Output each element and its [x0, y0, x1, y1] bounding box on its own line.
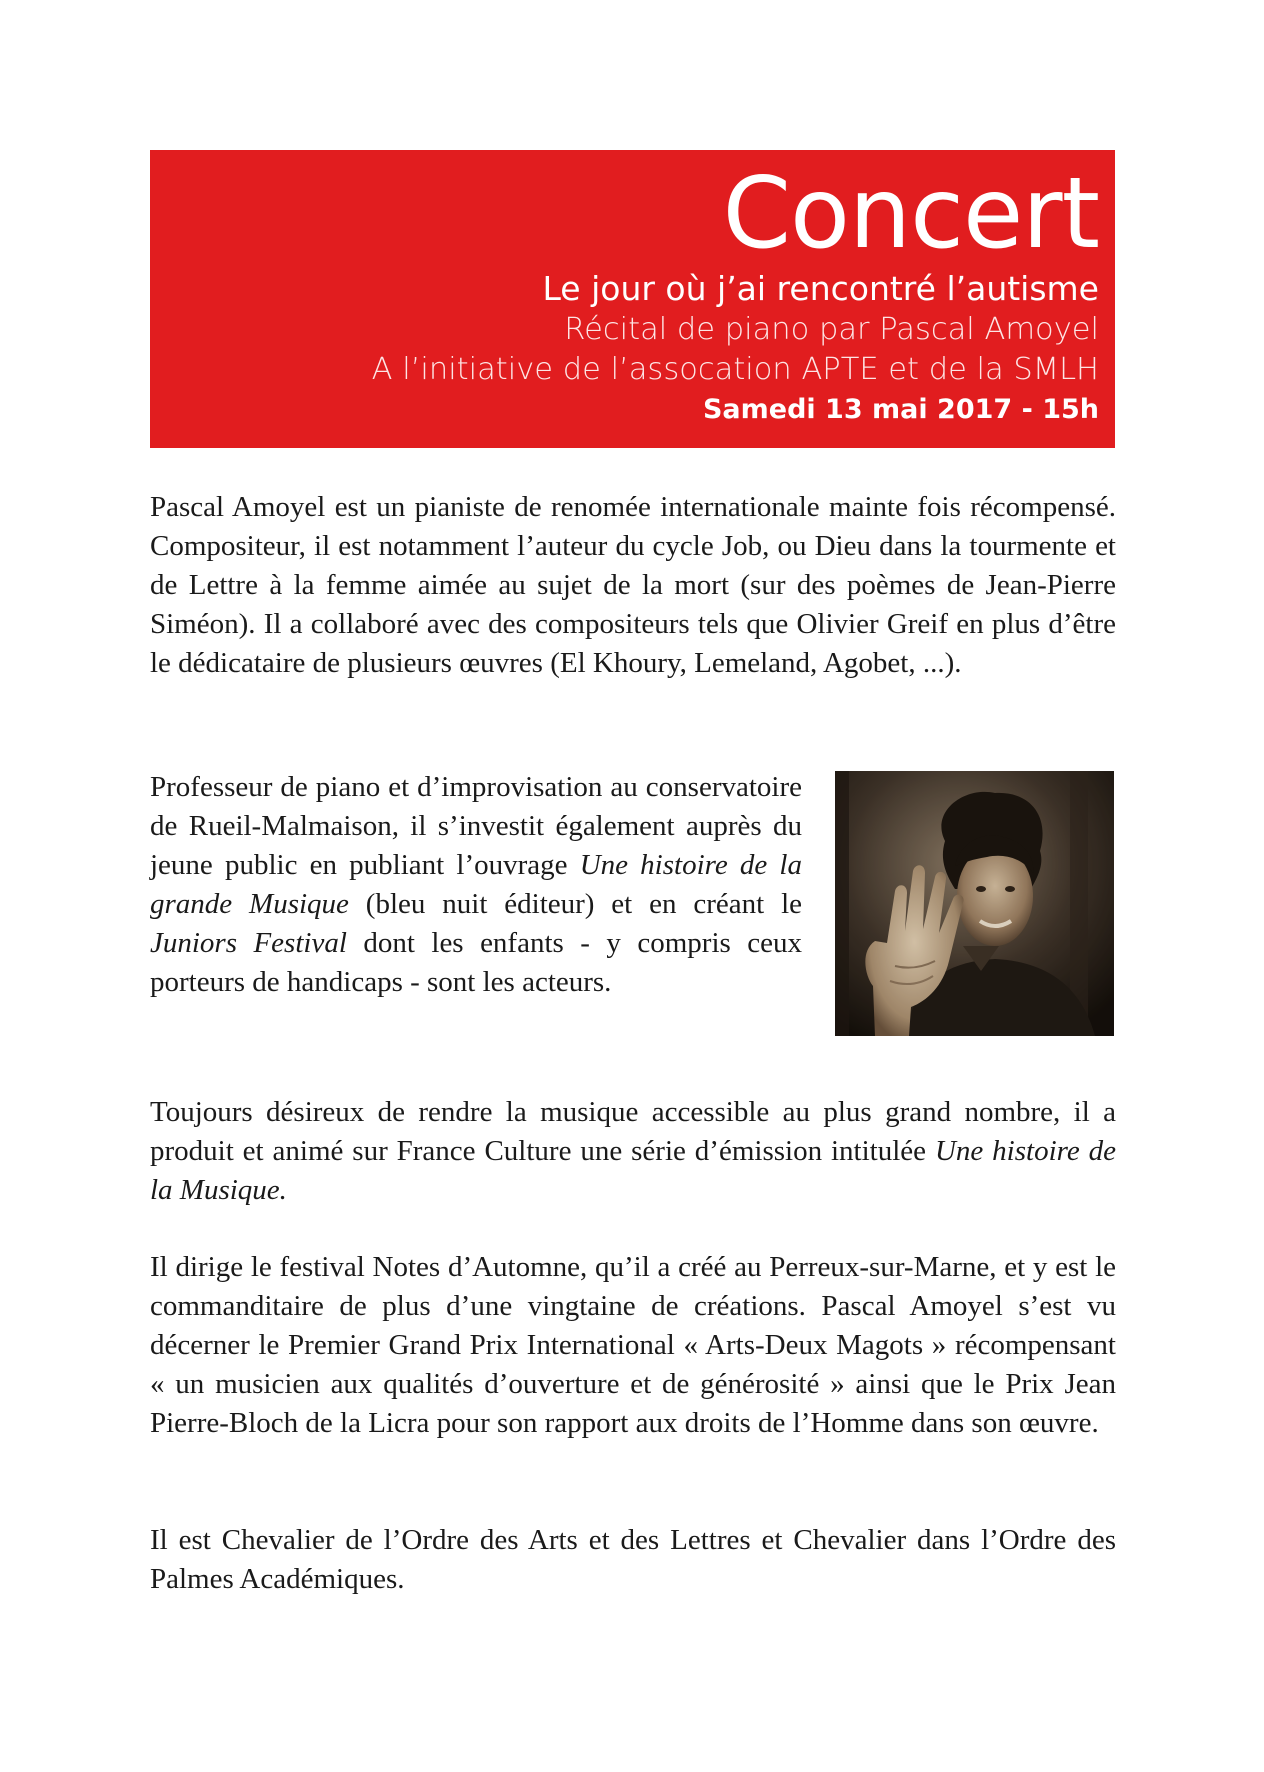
book-title: Une histoire de la grande Musique [150, 849, 802, 920]
bio-paragraph-2-text-a: Professeur de piano et d’improvisation au conservatoire de Rueil-Malmaison, il s’investit également auprès du jeune public en publiant l’ouvrage [150, 771, 802, 881]
banner-title: Concert [722, 157, 1099, 271]
concert-banner [150, 150, 1115, 448]
portrait-photo-icon [835, 771, 1114, 1036]
pianist-portrait-photo [835, 771, 1114, 1036]
bio-paragraph-2-text-c: dont les enfants - y compris ceux porteurs de handicaps - sont les acteurs. [150, 927, 803, 998]
banner-subtitle: Le jour où j’ai rencontré l’autisme [542, 269, 1099, 308]
festival-name: Juniors Festival [150, 927, 347, 959]
bio-paragraph-2-text-b: (bleu nuit éditeur) et en créant le [348, 888, 803, 920]
banner-initiative-line: A l’initiative de l’assocation APTE et de la SMLH [371, 352, 1099, 387]
bio-paragraph-5: Il est Chevalier de l’Ordre des Arts et des Lettres et Chevalier dans l’Ordre des Palmes Académiques. [150, 1524, 1116, 1595]
banner-recital-line: Récital de piano par Pascal Amoyel [564, 312, 1099, 347]
banner-date: Samedi 13 mai 2017 - 15h [702, 394, 1099, 425]
bio-paragraph-3 [150, 1093, 1116, 1210]
bio-paragraph-1: Pascal Amoyel est un pianiste de renomée internationale mainte fois récompensé. Compositeur, il est notamment l’auteur du cycle Job, ou Dieu dans la tourmente et de Lettre à la femme aimée au sujet de la mort (sur des poèmes de Jean-Pierre Siméon). Il a collaboré avec des compositeurs tels que Olivier Greif en plus d’être le dédicataire de plusieurs œuvres (El Khoury, Lemeland, Agobet, ...). [150, 491, 1116, 679]
bio-paragraph-2 [150, 768, 802, 1002]
bio-paragraph-4: Il dirige le festival Notes d’Automne, qu’il a créé au Perreux-sur-Marne, et y est le commanditaire de plus d’une vingtaine de créations. Pascal Amoyel s’est vu décerner le Premier Grand Prix International « Arts-Deux Magots » récompensant « un musicien aux qualités d’ouverture et de générosité » ainsi que le Prix Jean Pierre-Bloch de la Licra pour son rapport aux droits de l’Homme dans son œuvre. [150, 1251, 1116, 1439]
radio-series-title: Une histoire de la Musique. [150, 1135, 1116, 1206]
bio-paragraph-3-text: Toujours désireux de rendre la musique accessible au plus grand nombre, il a produit et animé sur France Culture une série d’émission intitulée [150, 1096, 1116, 1167]
